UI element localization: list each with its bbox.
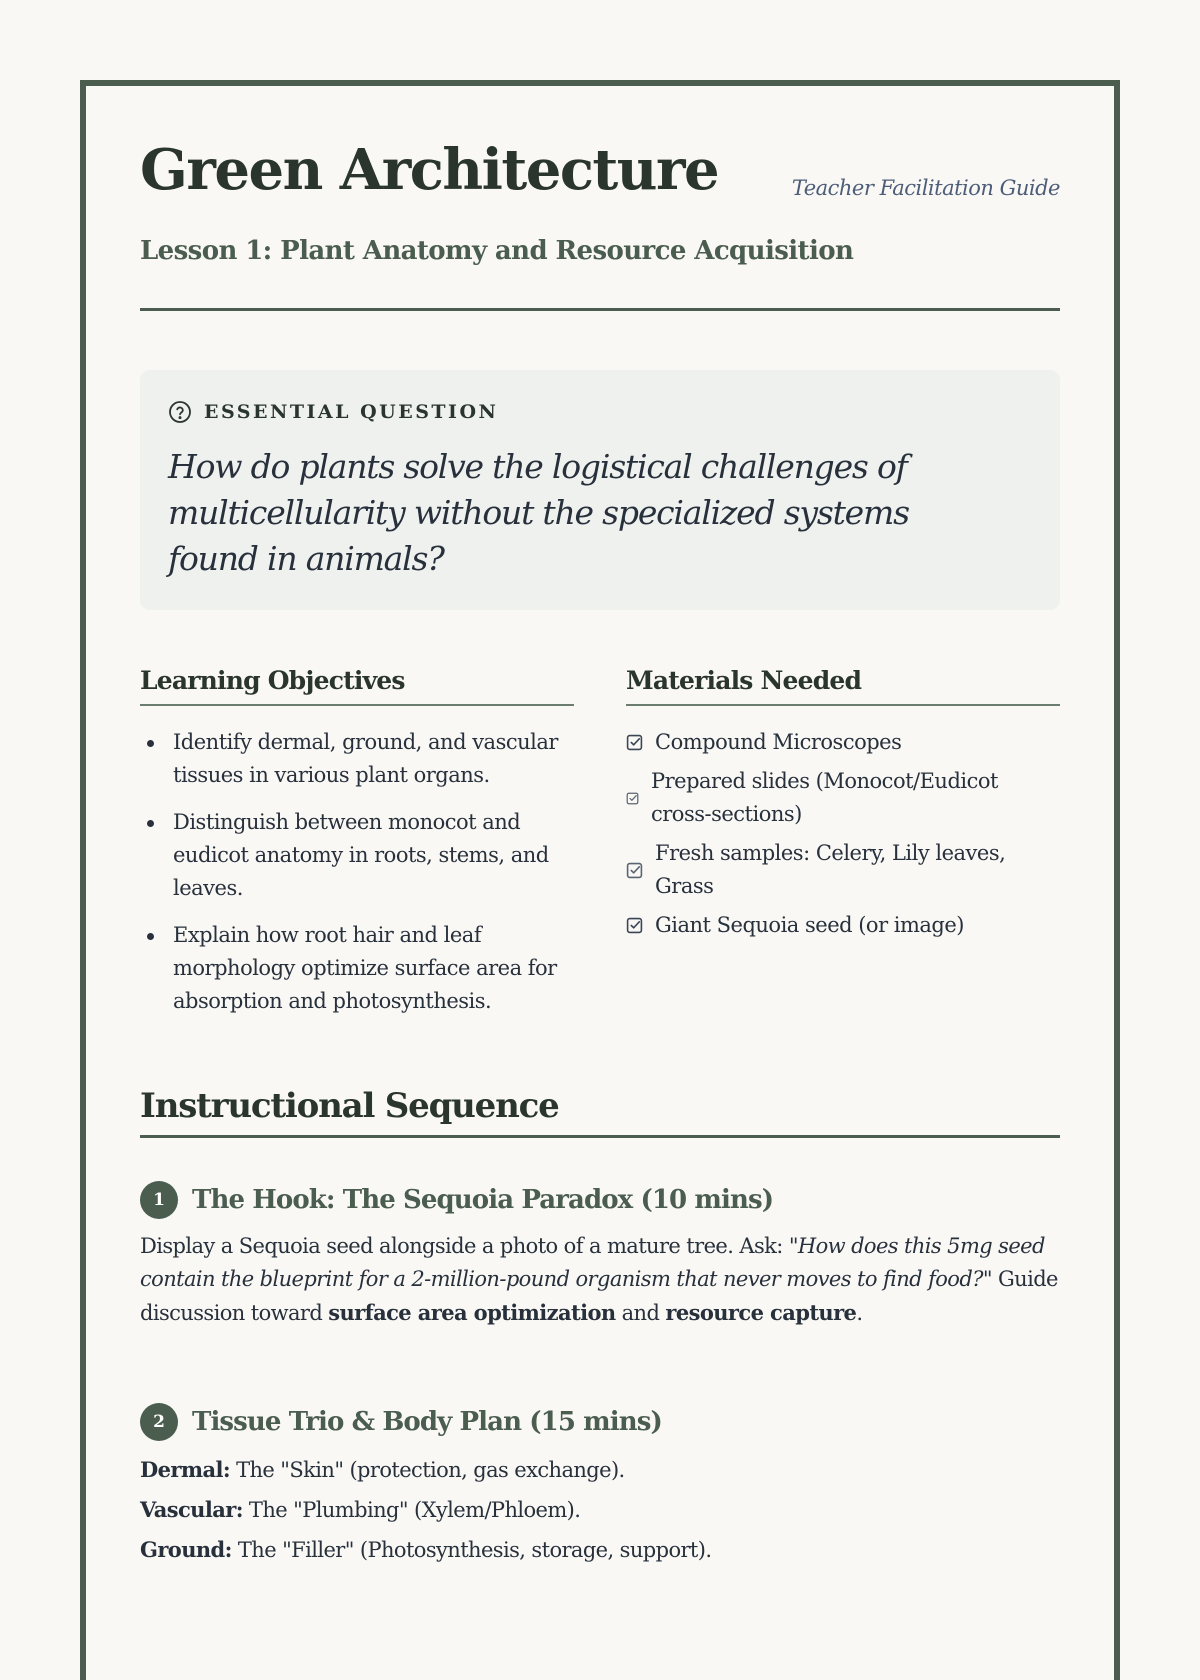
materials-list	[626, 726, 1060, 942]
bullet-icon	[147, 933, 154, 940]
lesson-subtitle: Lesson 1: Plant Anatomy and Resource Acquisition	[140, 236, 854, 266]
essential-question-box	[140, 370, 1060, 610]
key-term: resource capture	[665, 1300, 857, 1325]
step-header	[140, 1180, 1060, 1220]
material-item: Compound Microscopes	[626, 726, 1060, 759]
checkbox-checked-icon	[626, 792, 639, 805]
materials-needed-heading: Materials Needed	[626, 666, 1060, 706]
instructional-sequence-heading: Instructional Sequence	[140, 1086, 1060, 1138]
page-header	[140, 86, 1060, 316]
page-content	[140, 86, 1060, 1562]
material-item: Giant Sequoia seed (or image)	[626, 909, 1060, 942]
objective-item: Distinguish between monocot and eudicot anatomy in roots, stems, and leaves.	[140, 806, 574, 905]
guide-label: Teacher Facilitation Guide	[791, 176, 1060, 200]
bullet-icon	[147, 820, 154, 827]
step-number-badge: 2	[140, 1403, 178, 1441]
tissue-list	[140, 1450, 1060, 1570]
material-item: Prepared slides (Monocot/Eudicot cross-sections)	[626, 765, 1060, 831]
tissue-item-vascular: Vascular: The "Plumbing" (Xylem/Phloem).	[140, 1497, 581, 1522]
header-divider	[140, 308, 1060, 311]
page-title: Green Architecture	[140, 137, 719, 203]
hook-question-quote: "How does this 5mg seed contain the blueprint for a 2-million-pound organism that never moves to find food?"	[140, 1234, 1045, 1291]
essential-question-text: How do plants solve the logistical challenges of multicellularity without the specialized systems found in animals?	[168, 447, 909, 578]
step-title: Tissue Trio & Body Plan (15 mins)	[192, 1407, 662, 1437]
sequence-step-1	[140, 1180, 1060, 1330]
checkbox-checked-icon	[626, 862, 643, 879]
step-number-badge: 1	[140, 1181, 178, 1219]
essential-question-label: ESSENTIAL QUESTION	[204, 401, 499, 423]
bullet-icon	[147, 740, 154, 747]
lesson-page-frame	[80, 80, 1120, 1680]
materials-needed-section	[626, 666, 1060, 948]
step-header	[140, 1402, 1060, 1442]
learning-objectives-section	[140, 666, 574, 1032]
essential-question-label-row	[168, 398, 1032, 426]
material-item: Fresh samples: Celery, Lily leaves, Grass	[626, 837, 1060, 903]
objective-item: Explain how root hair and leaf morphology optimize surface area for absorption and photosynthesis.	[140, 919, 574, 1018]
checkbox-checked-icon	[626, 917, 643, 934]
learning-objectives-list	[140, 726, 574, 1018]
tissue-item-dermal: Dermal: The "Skin" (protection, gas exchange).	[140, 1457, 625, 1482]
objective-item: Identify dermal, ground, and vascular tissues in various plant organs.	[140, 726, 574, 792]
step-title: The Hook: The Sequoia Paradox (10 mins)	[192, 1185, 774, 1215]
key-term: surface area optimization	[328, 1300, 616, 1325]
question-circle-icon	[168, 400, 192, 424]
learning-objectives-heading: Learning Objectives	[140, 666, 574, 706]
checkbox-checked-icon	[626, 734, 643, 751]
tissue-item-ground: Ground: The "Filler" (Photosynthesis, storage, support).	[140, 1537, 712, 1562]
step-description: Display a Sequoia seed alongside a photo of a mature tree. Ask: "How does this 5mg seed contain the blueprint for a 2-million-pound organism that never moves to find food?" Guide discussion toward surface area optimization and resource capture.	[140, 1234, 1058, 1325]
sequence-step-2	[140, 1402, 1060, 1570]
